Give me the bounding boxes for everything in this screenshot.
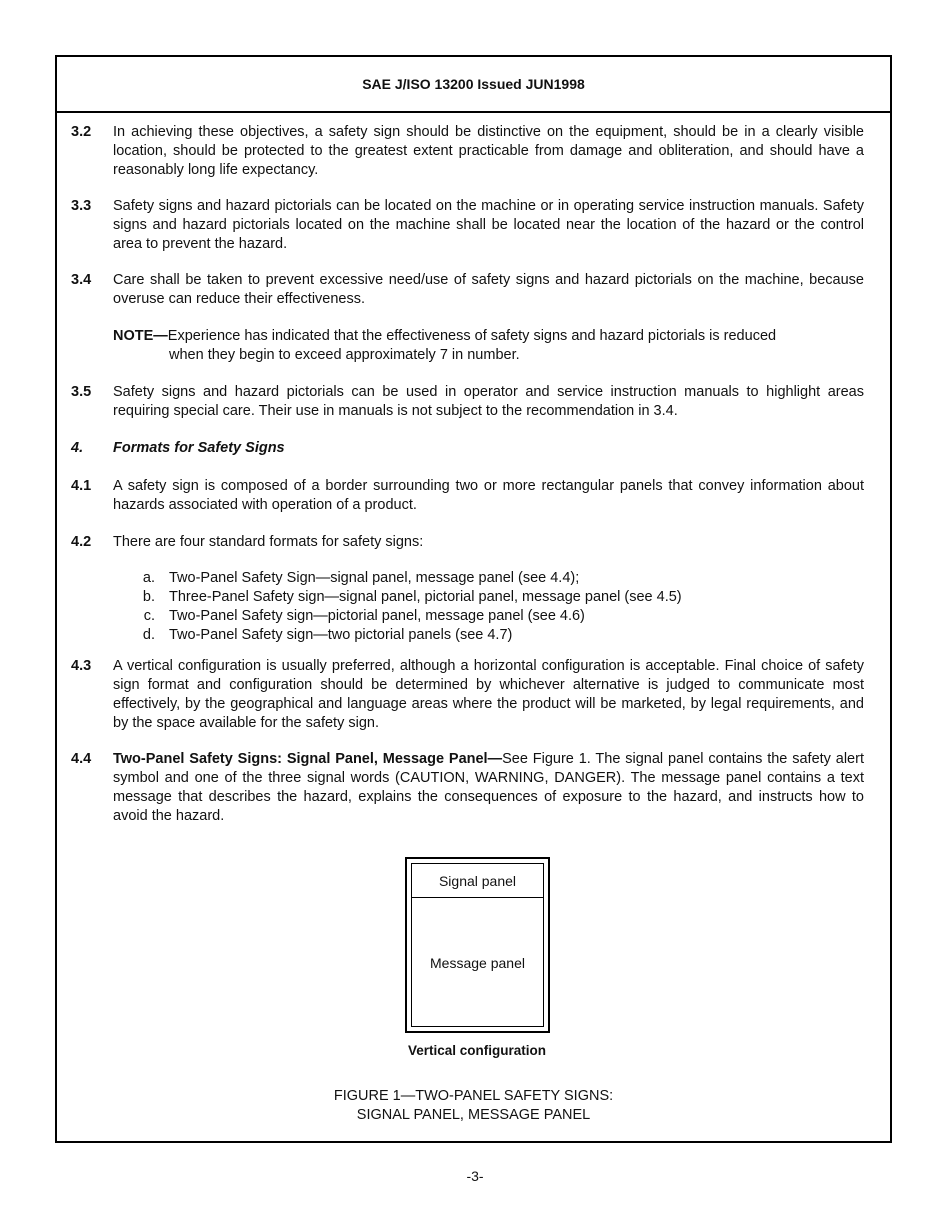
- paragraph-3-5: [71, 383, 864, 421]
- document-header: [57, 57, 890, 113]
- section-4-heading: [71, 440, 285, 456]
- paragraph-4-2: [71, 533, 864, 552]
- configuration-label: Vertical configuration: [407, 1043, 547, 1058]
- section-title: Formats for Safety Signs: [113, 440, 285, 456]
- figure-caption-line1: FIGURE 1—TWO-PANEL SAFETY SIGNS:: [333, 1088, 614, 1104]
- list-letter: b.: [142, 589, 155, 605]
- list-item: [131, 588, 682, 607]
- paragraph-number: 4.1: [71, 478, 92, 494]
- section-number: 4.: [71, 440, 84, 456]
- paragraph-text: There are four standard formats for safety signs:: [113, 534, 424, 550]
- paragraph-text: A vertical configuration is usually preferred, although a horizontal configuration is acceptable. Final choice of safety sign format and configuration should be determined by whichever alternative is judged to communicate most effectively, by the geographical and language areas where the product will be marketed, by legal requirements, and by the space available for the safety sign.: [113, 658, 864, 731]
- page-frame: [55, 55, 892, 1143]
- list-text: Two-Panel Safety sign—pictorial panel, message panel (see 4.6): [169, 608, 585, 624]
- paragraph-3-3: [71, 197, 864, 254]
- message-panel: Message panel: [430, 955, 525, 971]
- signal-panel: Signal panel: [412, 864, 543, 898]
- paragraph-text: Safety signs and hazard pictorials can be located on the machine or in operating service instruction manuals. Safety signs and hazard pictorials located on the machine shall be located near the location of the hazard or the control area to prevent the hazard.: [113, 198, 864, 252]
- paragraph-number: 3.3: [71, 198, 92, 214]
- list-letter: a.: [142, 570, 155, 586]
- note-text-line2: when they begin to exceed approximately 7 in number.: [169, 347, 520, 363]
- list-letter: d.: [142, 627, 155, 643]
- paragraph-body: See Figure 1. The signal panel contains the safety alert symbol and one of the three signal words (CAUTION, WARNING, DANGER). The message panel contains a text message that describes the hazard, explains the consequences of exposure to the hazard, and instructs how to avoid the hazard.: [113, 751, 864, 824]
- list-item: [131, 607, 682, 626]
- paragraph-text: In achieving these objectives, a safety sign should be distinctive on the equipment, should be in a clearly visible location, should be protected to the greatest extent practicable from damage and obliteration, and should have a reasonably long life expectancy.: [113, 124, 864, 178]
- paragraph-3-2: [71, 123, 864, 180]
- list-letter: c.: [143, 608, 155, 624]
- paragraph-number: 4.4: [71, 751, 92, 767]
- paragraph-4-3: [71, 657, 864, 733]
- paragraph-4-1: [71, 477, 864, 515]
- figure-caption-line2: SIGNAL PANEL, MESSAGE PANEL: [356, 1107, 591, 1123]
- paragraph-text: Safety signs and hazard pictorials can be used in operator and service instruction manuals to highlight areas requiring special care. Their use in manuals is not subject to the recommendation in 3.4.: [113, 384, 864, 419]
- format-list: [131, 569, 682, 645]
- paragraph-text: [113, 750, 864, 826]
- note: [113, 327, 864, 365]
- paragraph-text: A safety sign is composed of a border surrounding two or more rectangular panels that convey information about hazards associated with operation of a product.: [113, 478, 864, 513]
- list-text: Two-Panel Safety sign—two pictorial panels (see 4.7): [169, 627, 513, 643]
- note-label: NOTE—: [113, 328, 168, 344]
- list-item: [131, 626, 682, 645]
- safety-sign-diagram: [405, 857, 550, 1033]
- paragraph-lead-in: Two-Panel Safety Signs: Signal Panel, Message Panel—: [113, 751, 503, 767]
- paragraph-text: Care shall be taken to prevent excessive need/use of safety signs and hazard pictorials on the machine, because overuse can reduce their effectiveness.: [113, 272, 864, 307]
- list-text: Two-Panel Safety Sign—signal panel, message panel (see 4.4);: [169, 570, 580, 586]
- sign-border: [411, 863, 544, 1027]
- paragraph-number: 3.5: [71, 384, 92, 400]
- note-text-line1: Experience has indicated that the effectiveness of safety signs and hazard pictorials is reduced: [167, 328, 777, 344]
- paragraph-number: 3.4: [71, 272, 92, 288]
- document-title: SAE J/ISO 13200 Issued JUN1998: [362, 76, 585, 92]
- figure-caption: [57, 1087, 890, 1125]
- paragraph-number: 4.3: [71, 658, 92, 674]
- paragraph-number: 3.2: [71, 124, 92, 140]
- page-number: -3-: [466, 1168, 484, 1184]
- paragraph-number: 4.2: [71, 534, 92, 550]
- paragraph-4-4: [71, 750, 864, 826]
- paragraph-3-4: [71, 271, 864, 309]
- list-text: Three-Panel Safety sign—signal panel, pictorial panel, message panel (see 4.5): [169, 589, 682, 605]
- list-item: [131, 569, 682, 588]
